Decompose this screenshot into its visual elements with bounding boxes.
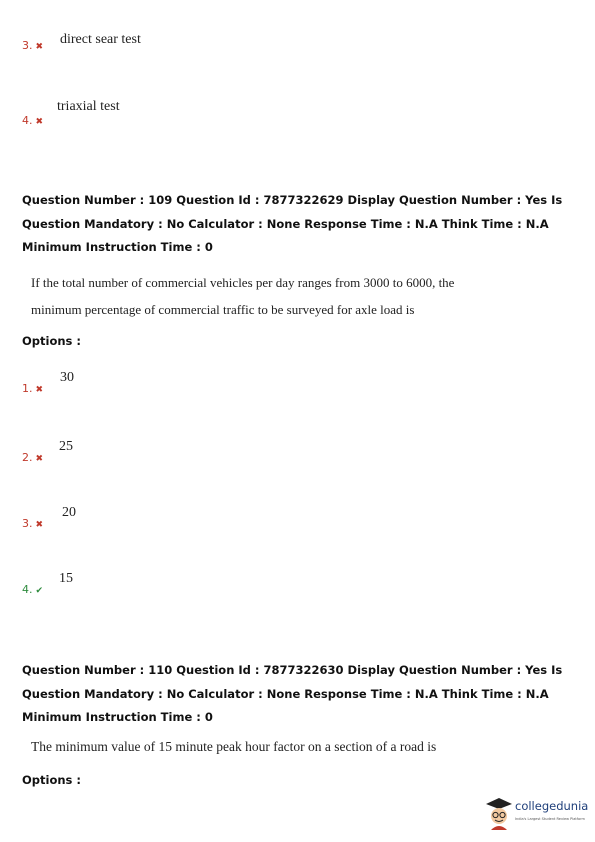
question-109-header: Question Number : 109 Question Id : 7877322629 Display Question Number : Yes Is Question Mandatory : No Calculator : None Response Time : N.A Think Time : N.A Minimum Instruction Time : 0 — [22, 193, 563, 254]
option-text: 25 — [59, 439, 73, 454]
options-label: Options : — [22, 773, 81, 787]
cross-icon: ✖ — [35, 42, 44, 52]
cross-icon: ✖ — [35, 117, 44, 127]
option-number: 1. ✖ — [22, 382, 44, 395]
option-number: 3. ✖ — [22, 517, 44, 530]
logo-tagline: India's Largest Student Review Platform — [515, 817, 585, 821]
cross-icon: ✖ — [35, 385, 44, 395]
check-icon: ✔ — [35, 586, 44, 596]
option-text: 15 — [59, 571, 73, 586]
logo-brand-text: collegedunia — [515, 799, 589, 813]
option-text: 30 — [60, 370, 74, 385]
cross-icon: ✖ — [35, 520, 44, 530]
option-number: 3. ✖ — [22, 39, 44, 52]
option-text: triaxial test — [57, 99, 120, 114]
cross-icon: ✖ — [35, 454, 44, 464]
question-110-header: Question Number : 110 Question Id : 7877322630 Display Question Number : Yes Is Question Mandatory : No Calculator : None Response Time : N.A Think Time : N.A Minimum Instruction Time : 0 — [22, 663, 563, 724]
question-109-text: If the total number of commercial vehicles per day ranges from 3000 to 6000, the minimum percentage of commercial traffic to be surveyed for axle load is — [31, 275, 455, 317]
collegedunia-logo — [484, 796, 589, 832]
option-text: 20 — [62, 505, 76, 520]
question-110-text: The minimum value of 15 minute peak hour factor on a section of a road is — [31, 739, 437, 754]
option-text: direct sear test — [60, 32, 141, 47]
option-number: 4. ✖ — [22, 114, 44, 127]
logo-mascot-icon — [484, 796, 514, 830]
options-label: Options : — [22, 334, 81, 348]
option-number: 2. ✖ — [22, 451, 44, 464]
option-number: 4. ✔ — [22, 583, 44, 596]
